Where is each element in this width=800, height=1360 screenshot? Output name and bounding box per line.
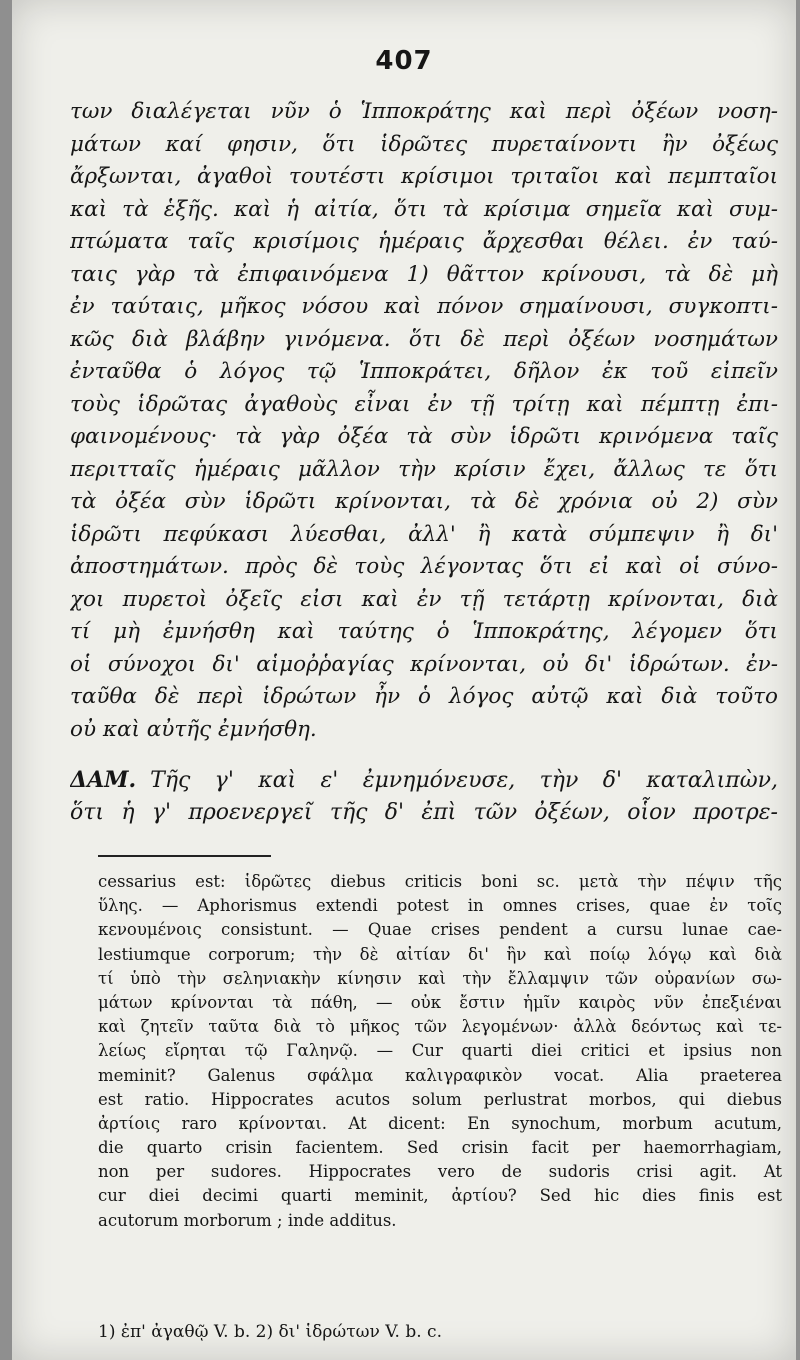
footnote-line: lestiumque corporum; τὴν δὲ αἰτίαν δι' ἣν καὶ ποίῳ λόγῳ καὶ διὰ [98, 944, 782, 964]
section-dam [70, 764, 778, 829]
text-line: μάτων καί φησιν, ὅτι ἱδρῶτες πυρεταίνοντι ἢν ὀξέως [70, 131, 778, 157]
text-line: ἀποστημάτων. πρὸς δὲ τοὺς λέγοντας ὅτι εἰ καὶ οἱ σύνο- [70, 554, 778, 579]
text-line: ἐν ταύταις, μῆκος νόσου καὶ πόνον σημαίνουσι, συγκοπτι- [70, 294, 778, 319]
footnote-line: κενουμένοις consistunt. — Quae crises pendent a cursu lunae cae- [98, 920, 782, 940]
text-line: ἱδρῶτι πεφύκασι λύεσθαι, ἀλλ' ἢ κατὰ σύμπεψιν ἢ δι' [70, 521, 778, 547]
text-line: τοὺς ἱδρῶτας ἀγαθοὺς εἶναι ἐν τῇ τρίτῃ καὶ πέμπτῃ ἐπι- [70, 391, 778, 417]
footnote-line: non per sudores. Hippocrates vero de sudoris crisi agit. At [98, 1162, 782, 1182]
text-line: ἐνταῦθα ὁ λόγος τῷ Ἱπποκράτει, δῆλον ἐκ τοῦ εἰπεῖν [70, 359, 778, 384]
footnote-line: καὶ ζητεῖν ταῦτα διὰ τὸ μῆκος τῶν λεγομένων· ἀλλὰ δεόντως καὶ τε- [98, 1017, 782, 1037]
section-line [70, 764, 778, 797]
variant-readings: 1) ἐπ' ἀγαθῷ V. b. 2) δι' ἱδρώτων V. b. c. [98, 1322, 442, 1342]
footnote-line: est ratio. Hippocrates acutos solum perlustrat morbos, qui diebus [98, 1089, 782, 1109]
section-line-text: Τῆς γ' καὶ ε' ἐμνημόνευσε, τὴν δ' καταλιπὼν, [150, 768, 778, 793]
footnote-rule [98, 855, 271, 857]
text-line: πτώματα ταῖς κρισίμοις ἡμέραις ἄρχεσθαι θέλει. ἐν ταύ- [70, 229, 778, 254]
text-line: των διαλέγεται νῦν ὁ Ἱπποκράτης καὶ περὶ ὀξέων νοση- [70, 99, 778, 124]
text-line: οἱ σύνοχοι δι' αἱμοῤῥαγίας κρίνονται, οὐ δι' ἱδρώτων. ἐν- [70, 651, 778, 677]
text-line: χοι πυρετοὶ ὀξεῖς εἰσι καὶ ἐν τῇ τετάρτῃ κρίνονται, διὰ [70, 586, 778, 612]
footnote-line: die quarto crisin facientem. Sed crisin facit per haemorrhagiam, [98, 1138, 782, 1158]
footnote-line: ἀρτίοις raro κρίνονται. At dicent: En synochum, morbum acutum, [98, 1113, 782, 1133]
footnote-line: cessarius est: ἱδρῶτες diebus criticis boni sc. μετὰ τὴν πέψιν τῆς [98, 872, 782, 891]
footnote-line: μάτων κρίνονται τὰ πάθη, — οὐκ ἔστιν ἡμῖν καιρὸς νῦν ἐπεξιέναι [98, 992, 782, 1012]
text-line: ταις γὰρ τὰ ἐπιφαινόμενα 1) θᾶττον κρίνουσι, τὰ δὲ μὴ [70, 261, 778, 287]
section-line: ὅτι ἡ γ' προενεργεῖ τῆς δ' ἐπὶ τῶν ὀξέων, οἷον προτρε- [70, 799, 778, 825]
page-number: 407 [375, 46, 433, 76]
footnote-line: ὕλης. — Aphorismus extendi potest in omnes crises, quae ἐν τοῖς [98, 896, 782, 916]
text-line: ἄρξωνται, ἀγαθοὶ τουτέστι κρίσιμοι τριταῖοι καὶ πεμπταῖοι [70, 164, 778, 189]
speaker-label: ΔΑΜ. [70, 767, 137, 793]
text-line: ταῦθα δὲ περὶ ἱδρώτων ἦν ὁ λόγος αὐτῷ καὶ διὰ τοῦτο [70, 684, 778, 709]
text-line: καὶ τὰ ἑξῆς. καὶ ἡ αἰτία, ὅτι τὰ κρίσιμα σημεῖα καὶ συμ- [70, 196, 778, 222]
footnote-line: λείως εἴρηται τῷ Γαληνῷ. — Cur quarti diei critici et ipsius non [98, 1041, 782, 1061]
text-line: κῶς διὰ βλάβην γινόμενα. ὅτι δὲ περὶ ὀξέων νοσημάτων [70, 326, 778, 352]
book-page [12, 0, 796, 1360]
footnote-line: τί ὑπὸ τὴν σεληνιακὴν κίνησιν καὶ τὴν ἔλλαμψιν τῶν οὐρανίων σω- [98, 968, 782, 988]
footnote-line: acutorum morborum ; inde additus. [98, 1210, 397, 1230]
footnote-line: cur diei decimi quarti meminit, ἀρτίου? Sed hic dies finis est [98, 1186, 782, 1206]
text-line: τὰ ὀξέα σὺν ἱδρῶτι κρίνονται, τὰ δὲ χρόνια οὐ 2) σὺν [70, 489, 778, 514]
footnote-line: meminit? Galenus σφάλμα καλιγραφικὸν vocat. Alia praeterea [98, 1065, 782, 1085]
main-text [70, 96, 778, 746]
text-line: φαινομένους· τὰ γὰρ ὀξέα τὰ σὺν ἱδρῶτι κρινόμενα ταῖς [70, 424, 778, 449]
footnotes [98, 870, 782, 1233]
text-line: οὐ καὶ αὐτῆς ἐμνήσθη. [70, 716, 317, 742]
text-line: τί μὴ ἐμνήσθη καὶ ταύτης ὁ Ἱπποκράτης, λέγομεν ὅτι [70, 619, 778, 644]
text-line: περιτταῖς ἡμέραις μᾶλλον τὴν κρίσιν ἔχει, ἄλλως τε ὅτι [70, 456, 778, 482]
